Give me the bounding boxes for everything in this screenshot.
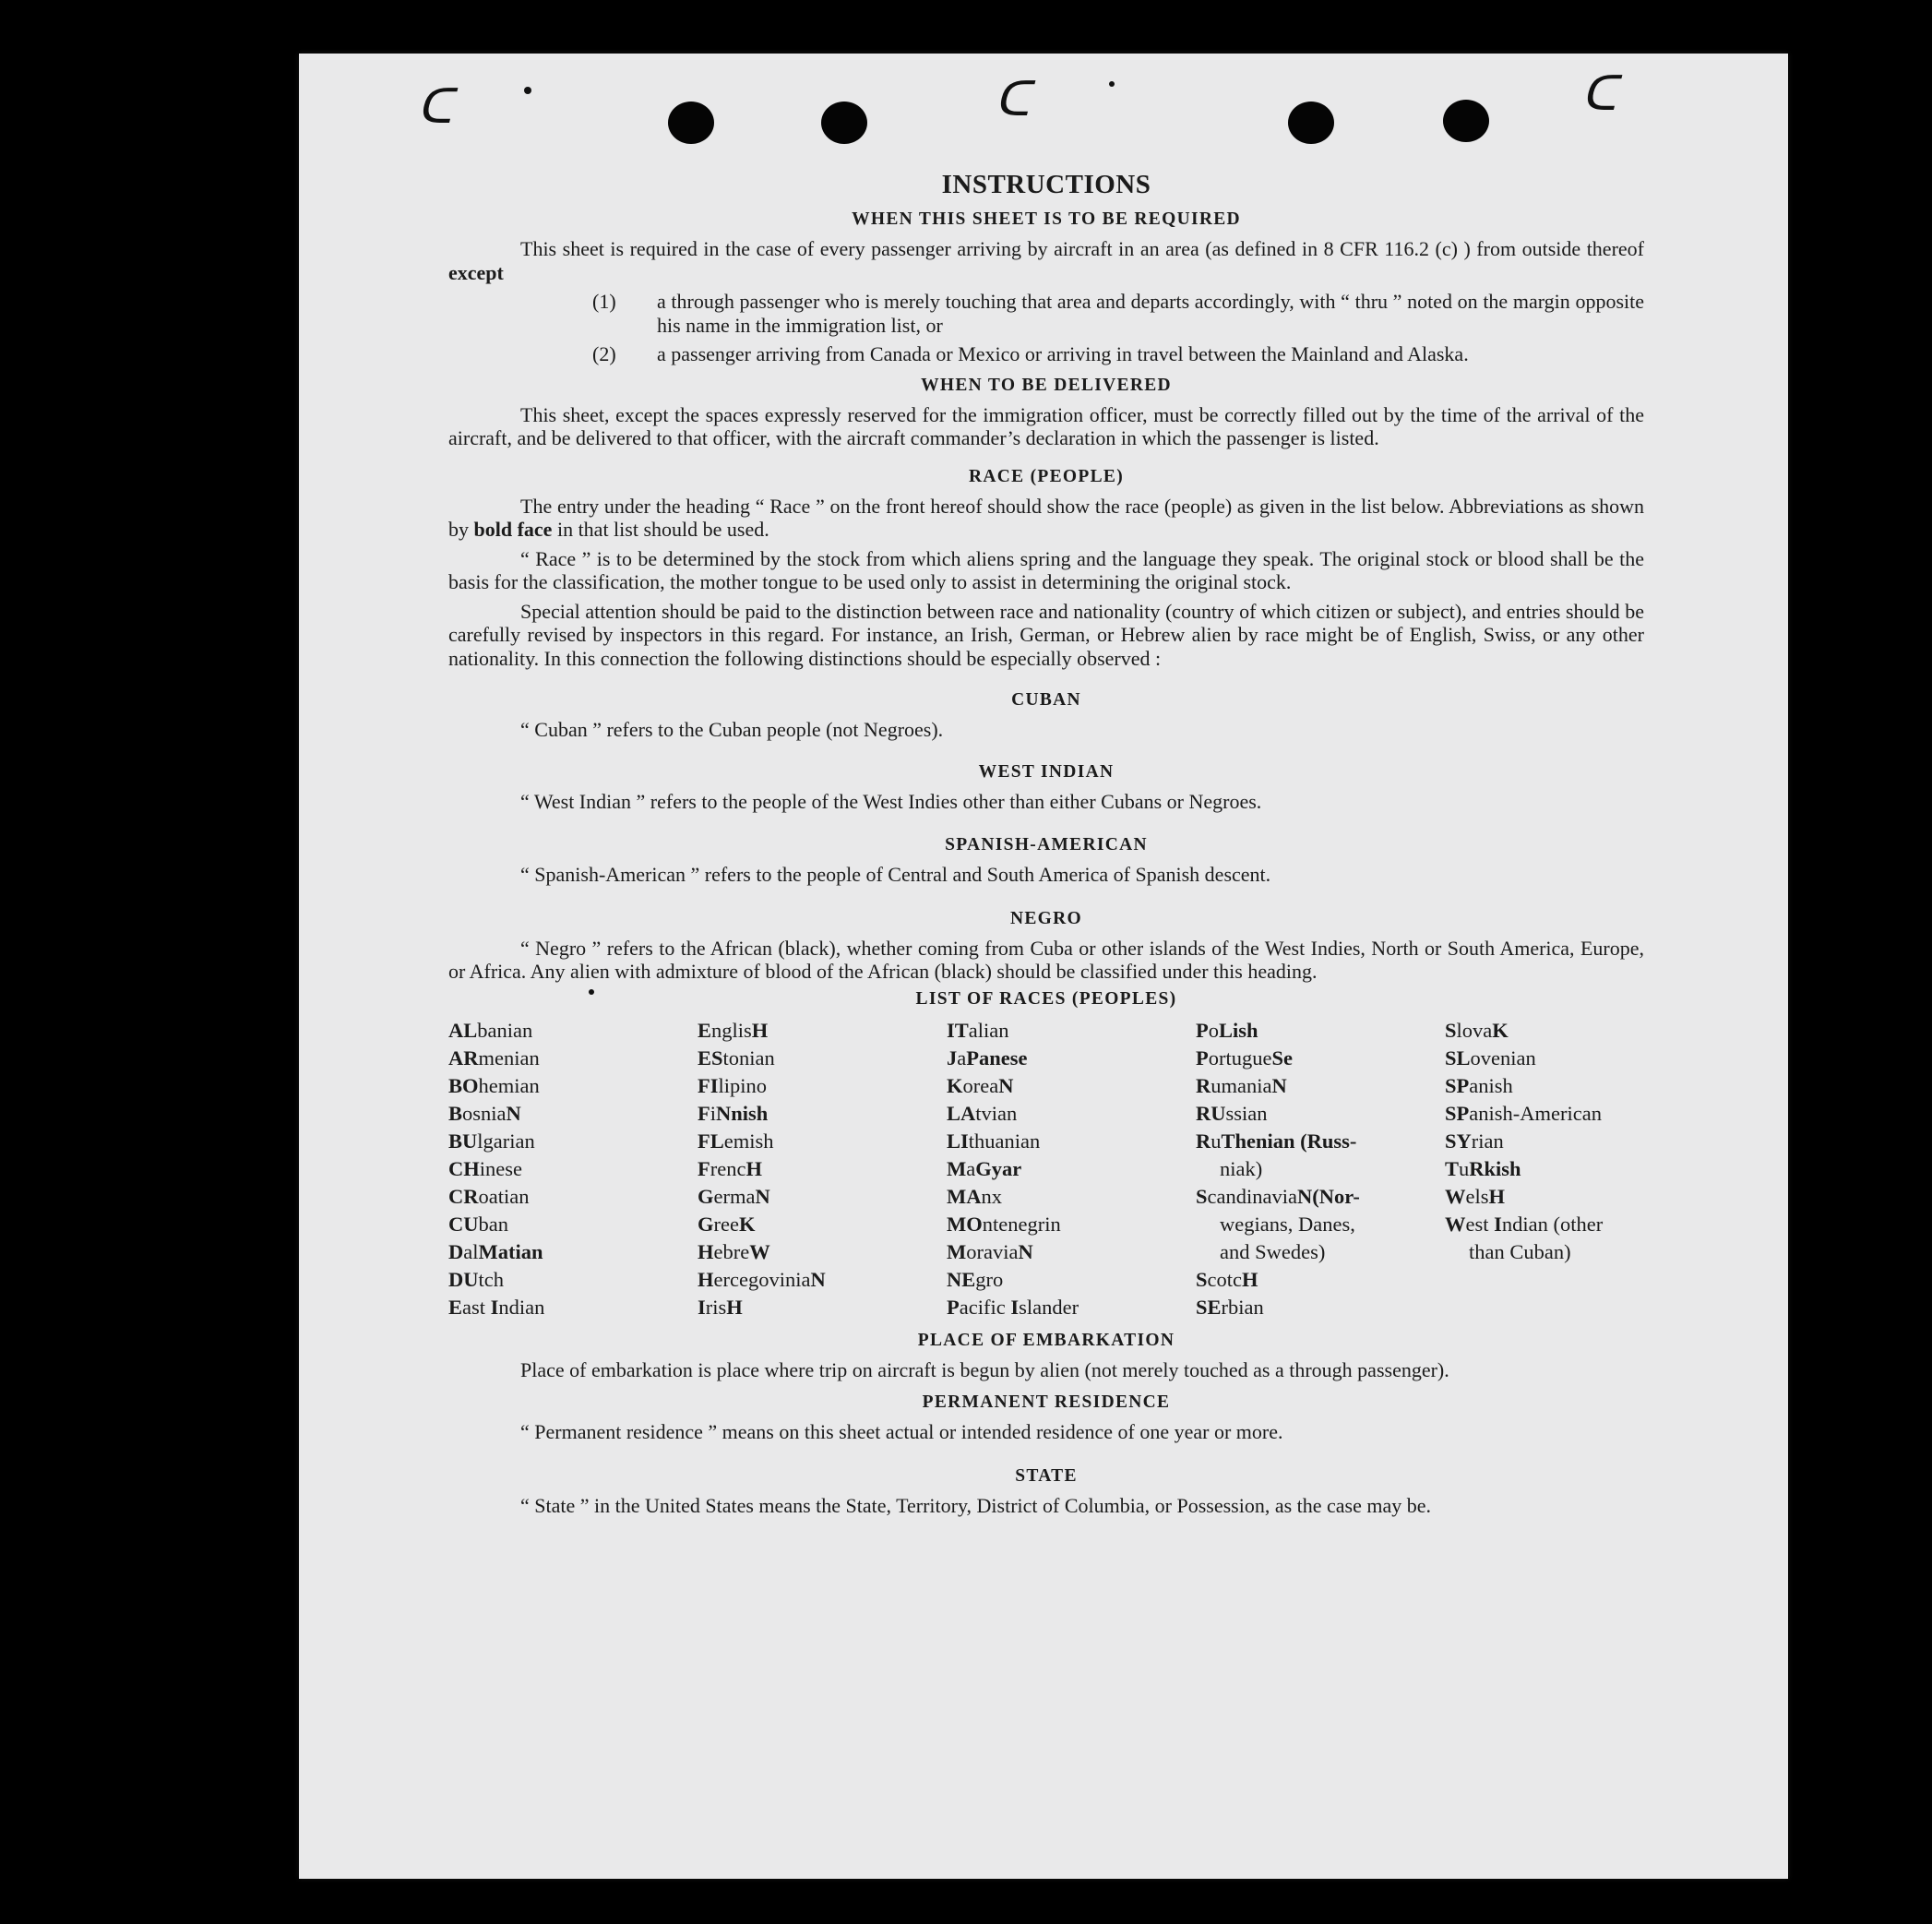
race-entry: LIthuanian — [947, 1129, 1041, 1153]
race-entry: HercegoviniaN — [698, 1267, 826, 1291]
paragraph: “ Permanent residence ” means on this sheet actual or intended residence of one year or more. — [520, 1420, 1283, 1443]
race-entry: BUlgarian — [448, 1129, 535, 1153]
race-entry: East Indian — [448, 1295, 545, 1319]
race-entry: and Swedes) — [1220, 1239, 1326, 1263]
section-heading: PERMANENT RESIDENCE — [922, 1392, 1171, 1412]
race-column — [1445, 1017, 1644, 1321]
punch-hole — [1443, 100, 1489, 142]
race-entry: EStonian — [698, 1046, 775, 1070]
section-heading: WEST INDIAN — [978, 761, 1115, 782]
race-entry: CUban — [448, 1212, 508, 1236]
race-entry: SPanish-American — [1445, 1101, 1602, 1125]
race-entry: SErbian — [1196, 1295, 1264, 1319]
race-entry: DUtch — [448, 1267, 504, 1291]
race-entry: MOntenegrin — [947, 1212, 1061, 1236]
race-entry: ScotcH — [1196, 1267, 1258, 1291]
race-entry: than Cuban) — [1469, 1239, 1571, 1263]
paragraph: “ West Indian ” refers to the people of the West Indies other than either Cubans or Negroes. — [520, 789, 1262, 813]
punch-hole — [1288, 102, 1334, 144]
race-column — [698, 1017, 947, 1321]
race-entry: JaPanese — [947, 1046, 1028, 1070]
race-column — [448, 1017, 698, 1321]
race-entry: West Indian (other — [1445, 1212, 1604, 1236]
race-entry: SlovaK — [1445, 1018, 1509, 1042]
race-entry: wegians, Danes, — [1220, 1212, 1355, 1236]
section-heading: STATE — [1015, 1465, 1078, 1486]
race-entry: HebreW — [698, 1239, 770, 1263]
section-heading: WHEN THIS SHEET IS TO BE REQUIRED — [852, 209, 1241, 229]
page-title: INSTRUCTIONS — [941, 170, 1151, 199]
race-entry: KoreaN — [947, 1073, 1014, 1097]
race-entry: RUssian — [1196, 1101, 1268, 1125]
race-column — [947, 1017, 1196, 1321]
section-heading: CUBAN — [1011, 690, 1081, 710]
paragraph: “ Negro ” refers to the African (black), whether coming from Cuba or other islands of the West Indies, North or South America, Europe, or Africa. Any alien with admixture of blood of the African (black) should be classified under this heading. — [448, 936, 1644, 983]
race-entry: CRoatian — [448, 1184, 530, 1208]
race-entry: WelsH — [1445, 1184, 1506, 1208]
race-entry: ALbanian — [448, 1018, 533, 1042]
section-heading: NEGRO — [1009, 908, 1082, 928]
race-entry: PortugueSe — [1196, 1046, 1293, 1070]
race-entry: RumaniaN — [1196, 1073, 1287, 1097]
punch-hole — [821, 102, 867, 144]
staple-mark: ᑕ — [995, 72, 1030, 127]
race-entry: TuRkish — [1445, 1156, 1521, 1180]
race-entry: MoraviaN — [947, 1239, 1033, 1263]
punch-hole — [668, 102, 714, 144]
paragraph: “ Race ” is to be determined by the stock from which aliens spring and the language they speak. The original stock or blood shall be the basis for the classification, the mother tongue to be used only to assist in determining the original stock. — [448, 546, 1644, 593]
race-entry: ARmenian — [448, 1046, 540, 1070]
race-entry: niak) — [1220, 1156, 1263, 1180]
race-entry: BosniaN — [448, 1101, 521, 1125]
race-entry: MaGyar — [947, 1156, 1022, 1180]
paragraph: Special attention should be paid to the distinction between race and nationality (country of which citizen or subject), and entries should be carefully revised by inspectors in this regard. For instance, an Irish, German, or Hebrew alien by race might be of English, Swiss, or any other nationality. In this connection the following distinctions should be especially observed : — [448, 599, 1644, 670]
race-entry: DalMatian — [448, 1239, 543, 1263]
section-heading: WHEN TO BE DELIVERED — [921, 375, 1172, 395]
race-entry: Pacific Islander — [947, 1295, 1079, 1319]
race-entry: SPanish — [1445, 1073, 1513, 1097]
paragraph: “ Cuban ” refers to the Cuban people (not Negroes). — [520, 718, 944, 741]
staple-mark: ᑕ — [1581, 66, 1616, 122]
list-item: (1) a through passenger who is merely touching that area and departs accordingly, with “ thru ” noted on the margin opposite his name in the immigration list, or — [592, 290, 1644, 337]
race-column — [1196, 1017, 1445, 1321]
race-entry: RuThenian (Russ- — [1196, 1129, 1357, 1153]
race-entry: CHinese — [448, 1156, 522, 1180]
race-entry: ITalian — [947, 1018, 1009, 1042]
race-entry: MAnx — [947, 1184, 1002, 1208]
race-entry: EnglisH — [698, 1018, 769, 1042]
list-item: (2) a passenger arriving from Canada or Mexico or arriving in travel between the Mainland and Alaska. — [592, 342, 1469, 365]
race-entry: FiNnish — [698, 1101, 769, 1125]
race-entry: GermaN — [698, 1184, 770, 1208]
paragraph: Place of embarkation is place where trip on aircraft is begun by alien (not merely touched as a through passenger). — [520, 1357, 1449, 1381]
speck — [1109, 81, 1115, 87]
race-entry: LAtvian — [947, 1101, 1018, 1125]
race-entry: NEgro — [947, 1267, 1004, 1291]
section-heading: SPANISH-AMERICAN — [945, 835, 1148, 854]
race-list — [448, 1017, 1644, 1321]
paragraph: “ State ” in the United States means the State, Territory, District of Columbia, or Possession, as the case may be. — [520, 1493, 1432, 1517]
race-entry: IrisH — [698, 1295, 743, 1319]
race-entry: FLemish — [698, 1129, 774, 1153]
paragraph: “ Spanish-American ” refers to the people of Central and South America of Spanish descent. — [520, 863, 1271, 886]
race-entry: GreeK — [698, 1212, 756, 1236]
section-heading: RACE (PEOPLE) — [968, 466, 1125, 486]
paragraph: This sheet, except the spaces expressly reserved for the immigration officer, must be correctly filled out by the time of the arrival of the aircraft, and be delivered to that officer, with the aircraft commander’s declaration in which the passenger is listed. — [448, 402, 1644, 449]
speck — [524, 87, 531, 94]
section-heading: LIST OF RACES (PEOPLES) — [915, 988, 1177, 1009]
paragraph: This sheet is required in the case of every passenger arriving by aircraft in an area (as defined in 8 CFR 116.2 (c) ) from outside thereof except — [448, 237, 1644, 284]
race-entry: FIlipino — [698, 1073, 768, 1097]
section-heading: PLACE OF EMBARKATION — [917, 1330, 1175, 1350]
race-entry: SYrian — [1445, 1129, 1504, 1153]
race-entry: BOhemian — [448, 1073, 540, 1097]
instructions-content — [448, 170, 1644, 1517]
race-entry: PoLish — [1196, 1018, 1258, 1042]
staple-mark: ᑕ — [417, 79, 452, 135]
document-page — [299, 54, 1788, 1879]
paragraph: The entry under the heading “ Race ” on the front hereof should show the race (people) as given in the list below. Abbreviations as shown by bold face in that list should be used. — [448, 494, 1644, 541]
race-entry: SLovenian — [1445, 1046, 1536, 1070]
race-entry: FrencH — [698, 1156, 762, 1180]
race-entry: ScandinaviaN(Nor- — [1196, 1184, 1360, 1208]
